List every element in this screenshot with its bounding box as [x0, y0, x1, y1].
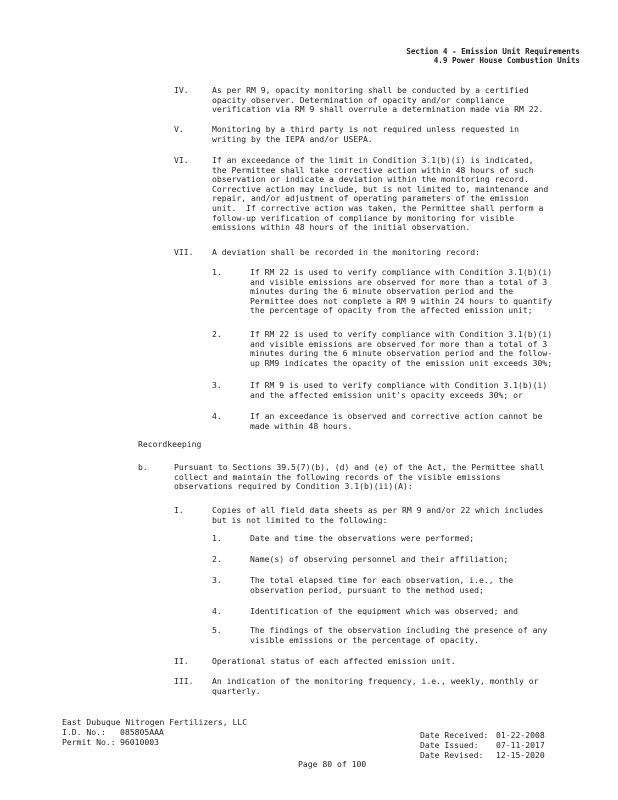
date-revised-label: Date Revised: — [420, 750, 484, 760]
item-number: V. — [174, 124, 184, 134]
item-number: 3. — [212, 380, 222, 390]
paragraph-line: minutes during the 6 minute observation period and the — [250, 286, 514, 297]
paragraph-line: the percentage of opacity from the affected emission unit; — [250, 305, 533, 316]
paragraph-line: Identification of the equipment which was observed; and — [250, 606, 519, 616]
item-number: VI. — [174, 155, 189, 165]
item-number: I. — [174, 505, 184, 515]
date-received-value: 01-22-2008 — [496, 730, 545, 740]
item-number: 4. — [212, 606, 222, 616]
item-number: 1. — [212, 267, 222, 277]
paragraph-line: minutes during the 6 minute observation period and the follow- — [250, 348, 553, 359]
paragraph-line: collect and maintain the following records of the visible emissions — [174, 471, 501, 482]
paragraph-line: If RM 9 is used to verify compliance with Condition 3.1(b)(i) — [250, 380, 548, 390]
paragraph-line: made within 48 hours. — [250, 420, 353, 431]
item-number: VII. — [174, 247, 194, 257]
item-number: 4. — [212, 411, 222, 421]
item-number: b. — [138, 462, 148, 472]
paragraph-line: emissions within 48 hours of the initial observation. — [212, 222, 471, 233]
paragraph-line: and the affected emission unit's opacity exceeds 30%; or — [250, 389, 523, 400]
paragraph-line: unit. If corrective action was taken, the Permittee shall perform a — [212, 203, 544, 213]
footer-permit-label: Permit No.: — [62, 737, 116, 747]
footer-permit-value: 96010003 — [120, 737, 159, 747]
date-issued-label: Date Issued: — [420, 740, 479, 750]
section-title: Section 4 - Emission Unit Requirements — [406, 47, 580, 56]
paragraph-line: The total elapsed time for each observation, i.e., the — [250, 575, 514, 585]
paragraph-line: follow-up verification of compliance by monitoring for visible — [212, 212, 515, 223]
item-number: II. — [174, 656, 189, 666]
paragraph-line: If an exceedance is observed and corrective action cannot be — [250, 411, 543, 421]
paragraph-line: Copies of all field data sheets as per RM 9 and/or 22 which includes — [212, 505, 544, 515]
footer-company: East Dubuque Nitrogen Fertilizers, LLC — [62, 717, 248, 727]
paragraph-line: up RM9 indicates the opacity of the emission unit exceeds 30%; — [250, 357, 553, 368]
date-issued-value: 07-11-2017 — [496, 740, 545, 750]
date-revised-value: 12-15-2020 — [496, 750, 545, 760]
paragraph-line: writing by the IEPA and/or USEPA. — [212, 133, 373, 144]
paragraph-line: and visible emissions are observed for more than a total of 3 — [250, 276, 548, 287]
paragraph-line: observations required by Condition 3.1(b)(ii)(A): — [174, 481, 413, 492]
date-received-label: Date Received: — [420, 730, 489, 740]
subsection-title: 4.9 Power House Combustion Units — [433, 56, 580, 65]
paragraph-line: If an exceedance of the limit in Condition 3.1(b)(i) is indicated, — [212, 155, 534, 165]
paragraph-line: observation period, pursuant to the method used; — [250, 584, 484, 595]
paragraph-line: If RM 22 is used to verify compliance with Condition 3.1(b)(i) — [250, 329, 553, 339]
paragraph-line: An indication of the monitoring frequency, i.e., weekly, monthly or — [212, 676, 539, 686]
paragraph-line: Monitoring by a third party is not required unless requested in — [212, 124, 519, 134]
recordkeeping-heading: Recordkeeping — [138, 439, 202, 449]
paragraph-line: quarterly. — [212, 685, 261, 696]
paragraph-line: The findings of the observation including the presence of any — [250, 625, 548, 635]
paragraph-line: observation or indicate a deviation within the monitoring record. — [212, 174, 529, 185]
item-number: 2. — [212, 329, 222, 339]
paragraph-line: Pursuant to Sections 39.5(7)(b), (d) and (e) of the Act, the Permittee shall — [174, 462, 545, 472]
paragraph-line: opacity observer. Determination of opacity and/or compliance — [212, 94, 505, 105]
footer-id-label: I.D. No.: — [62, 727, 106, 737]
item-number: 1. — [212, 533, 222, 543]
paragraph-line: Corrective action may include, but is not limited to, maintenance and — [212, 183, 549, 194]
paragraph-line: Date and time the observations were performed; — [250, 533, 475, 543]
paragraph-line: but is not limited to the following: — [212, 514, 388, 525]
page-number: Page 80 of 100 — [298, 759, 367, 769]
paragraph-line: repair, and/or adjustment of operating parameters of the emission — [212, 193, 529, 204]
item-number: III. — [174, 676, 194, 686]
paragraph-line: Permittee does not complete a RM 9 within 24 hours to quantify — [250, 295, 553, 306]
paragraph-line: the Permittee shall take corrective action within 48 hours of such — [212, 164, 534, 175]
item-number: 2. — [212, 554, 222, 564]
item-number: 3. — [212, 575, 222, 585]
paragraph-line: Operational status of each affected emission unit. — [212, 656, 456, 666]
paragraph-line: A deviation shall be recorded in the monitoring record: — [212, 247, 481, 257]
footer-id-value: 085805AAA — [120, 727, 164, 737]
paragraph-line: visible emissions or the percentage of opacity. — [250, 634, 480, 645]
item-number: 5. — [212, 625, 222, 635]
paragraph-line: If RM 22 is used to verify compliance with Condition 3.1(b)(i) — [250, 267, 553, 277]
paragraph-line: and visible emissions are observed for more than a total of 3 — [250, 338, 548, 349]
paragraph-line: As per RM 9, opacity monitoring shall be conducted by a certified — [212, 85, 529, 95]
paragraph-line: Name(s) of observing personnel and their affiliation; — [250, 554, 509, 564]
item-number: IV. — [174, 85, 189, 95]
paragraph-line: verification via RM 9 shall overrule a determination made via RM 22. — [212, 104, 544, 115]
